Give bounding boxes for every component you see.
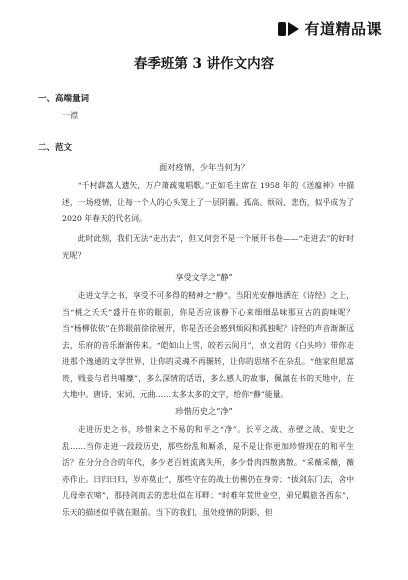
section-heading-model-essay: 二、范文 (38, 143, 73, 153)
brand-logo (278, 18, 382, 39)
essay-intro-paragraph: “千村薜荔人遗矢，万户萧疏鬼唱歌。”正如毛主席在 1958 年的《送瘟神》中描述，一场疫情，让每一个人的心头笼上了一层阴霾。孤高、烦闷、悲伤，似乎成为了 2020 年春天的代名词。 (62, 181, 354, 223)
section-heading-quantifiers: 一、高端量词 (38, 94, 90, 104)
quantifier-item: 一襟 (62, 111, 78, 120)
youdao-play-icon (278, 21, 300, 37)
part1-subtitle: 享受文学之“静” (175, 272, 233, 282)
essay-title: 面对疫情，少年当何为？ (158, 162, 250, 172)
document-title: 春季班第 3 讲作文内容 (133, 56, 275, 72)
part2-subtitle: 珍惜历史之“净” (175, 406, 233, 416)
part2-paragraph: 走进历史之书，珍惜来之不易的和平之“净”。长平之战、赤壁之战、安史之乱……当你走进一段段历史，那些纷乱和厮杀，是不是让你更加珍惜现在的和平生活？在分分合合的年代，多少老百姓流离失所，多少骨肉四散离散。“采薇采薇，薇亦作止。曰归曰归，岁亦莫止”，那些守在的战士仿佛仍在身旁；“拔剑东门去，舍中儿母牵衣啼”，那持剑而去的悲壮似在耳畔；“时难年荒世业空，弟兄羁旅各西东”，乐天的描述似乎就在眼前。当下的我们，虽处疫情的阴影，但 (62, 425, 354, 517)
essay-intro-paragraph: 此时此刻，我们无法“走出去”，但又何尝不是一个展开书卷——“走进去”的好时光呢？ (62, 234, 354, 260)
brand-name: 有道精品课 (304, 20, 382, 38)
part1-paragraph: 走进文学之书，享受不可多得的精神之“静”。当阳光安静地洒在《诗经》之上，当“桃之夭夭”盛开在你的眼前，你是否应该静下心来细细品味那亘古的韵味呢？当“杨柳依依”在你眼前徐徐展开，你是否还会感到烦闷和孤独呢？诗经的声音渐渐远去，乐府的音乐渐渐传来。“皑如山上雪，皎若云间月”，卓文君的《白头吟》带你走进那个逸通的文学世界，让你的灵魂不再辗转，让你的思绪不在杂乱。“他家但愿富贵，贱妾与君共哺糜”，多么深情的话语，多么感人的故事，佩氤在书的天地中，在大地中。唐诗、宋词、元曲……太多太多的文字，给你“静”能量。 (62, 291, 354, 399)
